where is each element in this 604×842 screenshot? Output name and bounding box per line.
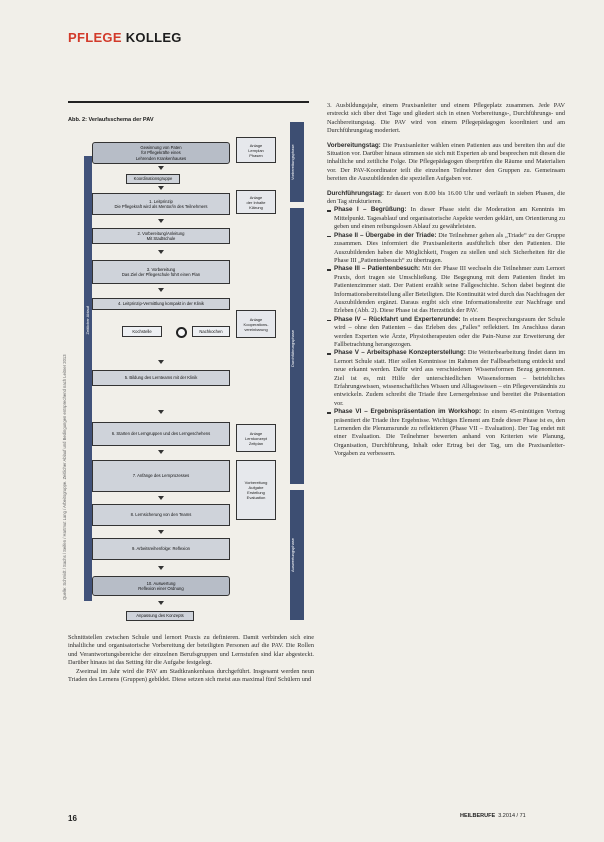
rotation-circle-icon (176, 327, 187, 338)
flow-arrow (158, 250, 164, 254)
phase-bar-preparation: Vorbereitungsphase (290, 122, 304, 202)
flow-arrow (158, 496, 164, 500)
phase-item-5: Phase V – Arbeitsphase Konzepterstellung: Die Weiterbearbeitung findet dann im Lernort Schule statt. Hier sollen Kenntnisse im Rahmen der Fallbearbeitung entdeckt und neue erkannt werden. Dafür wird aus verschiedenen Wissensformen Bezug genommen. Ziel ist es, mit Hilfe der unterschiedlichen Wissensformen – betriebliches Erfahrungswissen, wissenschaftliches Wissen und Alltagswissen – ein Pflegeverständnis zu entwickeln. Zudem schreibt die Triade ihre Lernergebnisse und bereitet die Präsentation vor. (327, 349, 565, 408)
left-paragraph-1: Schnittstellen zwischen Schule und lernort Praxis zu definieren. Damit verbinden sich eine inhaltliche und organisatorische Vorbereitung der beteiligten Personen auf die PAV. Die Rollen und Verantwortungsbereiche der einzelnen Berufsgruppen und Lernstufen sind klar abgesteckt. Darüber hinaus ist das Setting für die Aufgabe festgelegt. (68, 634, 314, 667)
flow-box-9: 5. Bildung des Lernteams mit der Klinik (92, 370, 230, 386)
left-paragraph-2: Zweimal im Jahr wird die PAV am Stadtkrankenhaus durchgeführt. Insgesamt werden neun Triaden des Lernens (Gruppen) gebildet. Diese setzen sich meist aus maximal fünf Schülern und (68, 667, 314, 684)
phase-item-2: Phase II – Übergabe in der Triade: Die Teilnehmer gehen als „Triade“ zu der Gruppe zusammen. Dies informiert die Praxisanleiterin ausführlich über den Patienten. Die Auszubildenden haben die Möglichkeit, Fragen zu stellen und sich Sicherheiten für die Phase III „Patientenbesuch“ zu übertragen. (327, 232, 565, 266)
flow-box-14: 10. Auswertung Reflexion einer Ordnung (92, 576, 230, 596)
flow-arrow (158, 530, 164, 534)
phase-item-4: Phase IV – Rückfahrt und Expertenrunde: In einem Besprechungsraum der Schule wird – ohne den Patienten – das Erleben des „Falles“ reflektiert. Im Anschluss daran werden Experten wie Ärzte, Physiotherapeuten oder die Pain-Nurse zur Erweiterung der Fallbetrachtung herangezogen. (327, 316, 565, 350)
flow-box-10: 6. Starten der Lerngruppen und des Lerngeschehens (92, 422, 230, 446)
flow-box-2: Koordinationsgruppe (126, 174, 180, 184)
header-brand-pflege: PFLEGE (68, 30, 122, 45)
flow-box-7: Kochstelle (122, 326, 162, 337)
flow-box-3: 1. Leitprinzip Die Pflegekraft wird als Mentor/in des Teilnehmers (92, 193, 230, 215)
right-column-text (327, 102, 565, 459)
flow-arrow (158, 450, 164, 454)
right-paragraph-3: Durchführungstag: Er dauert von 8.00 bis 16.00 Uhr und verläuft in sieben Phasen, die den Tag strukturieren. (327, 189, 565, 206)
phase-bar-execution: Durchführungsphase (290, 208, 304, 484)
time-axis (84, 156, 92, 601)
flow-box-15: Anpassung des Konzepts (126, 611, 194, 621)
left-column-text (68, 634, 314, 684)
flow-box-8: Nachkochen (192, 326, 230, 337)
right-paragraph-2: Vorbereitungstag: Die Praxisanleiter wählen einen Patienten aus und bereiten ihn auf die Situation vor. Darüber hinaus stimmen sie sich mit Experten ab und besprechen mit diesen die inhaltliche und zeitliche Folge. Die Pflegepädagogen überprüfen die Räume und Materialien vor. Der PAV-Koordinator teilt die einzelnen Teilnehmer den Gruppen zu. Gemeinsam bereiten die Auszubildenden die speziellen Aufgaben vor. (327, 141, 565, 183)
magazine-footer: HEILBERUFE 3.2014 / 71 (460, 813, 526, 819)
flow-arrow (158, 186, 164, 190)
page-number: 16 (68, 814, 77, 823)
magazine-header (68, 30, 182, 45)
phase-item-6: Phase VI – Ergebnispräsentation im Workshop: In einem 45-minütigen Vortrag präsentiert die Triade ihre Ergebnisse. Wichtiges Element am Ende dieser Phase ist es, den Lernenden die Plenumsrunde zu reflektieren (Phase VII – Evaluation). Der Tag endet mit einer Evaluation. Die Teilnehmer bewerten anhand von Kriterien wie Planung, Organisation, Durchführung, Inhalt oder Ertrag bei der Tag, um die Praxisanleiter-Vorgaben zu verbessern. (327, 408, 565, 458)
side-note-3: Anlage Kooperations- vereinbarung (236, 310, 276, 338)
flow-box-4: 2. Vorbereitung/Anleitung Mit Stadtschule (92, 228, 230, 244)
phase-item-1: Phase I – Begrüßung: In dieser Phase steht die Moderation am Kenntnis im Mittelpunkt. Tagesablauf und organisatorische Aspekte werden geklärt, um Orientierung zu geben und einen reibungslosen Ablauf zu gewährleisten. (327, 206, 565, 231)
figure-side-credit: Quelle: Schmidt / Sachs / Seifen / Hartmut Lang / Arbeitsgruppe. Zeitlicher Ablauf und Bedingungen entsprechend nach Leitner 2013 (62, 354, 67, 600)
flow-arrow (158, 360, 164, 364)
side-note-5: Vorbereitung Aufgabe Erstellung Evaluation (236, 460, 276, 520)
side-note-1: Anlage Lernplan Phasen (236, 137, 276, 163)
flow-arrow (158, 166, 164, 170)
figure-top-rule (68, 101, 309, 103)
flow-box-6: 4. Leitprinzip-Vermittlung kompakt in der Klinik (92, 298, 230, 310)
time-axis-label: Zeitlicher Ablauf (85, 306, 90, 335)
flow-arrow (158, 601, 164, 605)
flow-box-11: 7. Anfänge des Lernprozesses (92, 460, 230, 492)
flow-arrow (158, 566, 164, 570)
phase-item-3: Phase III – Patientenbesuch: Mit der Phase III wechseln die Teilnehmer zum Lernort Praxis, dort tragen sie Umschließung. Die Begegnung mit dem Patienten findet im Patientenzimmer statt. Der Patient erzählt seine Fallgeschichte. Schon dabei beginnt die Informationsbereitstellung aller Beteiligten. Die Kontinuität wird durch das Nachfragen der Auszubildenden ergänzt. Daraus ergibt sich eine Informationsbreite zur Nachfrage und Erleben (Abb. 2). Diese Phase ist das Herzstück der PAV. (327, 265, 565, 315)
flow-arrow (158, 410, 164, 414)
flow-arrow (158, 219, 164, 223)
figure-title: Abb. 2: Verlaufsschema der PAV (68, 117, 154, 123)
header-brand-kolleg: KOLLEG (125, 30, 182, 45)
flow-box-1: Gewinnung von Paten für Pflegekräfte eines Lehrenden Krankenhauses (92, 142, 230, 164)
side-note-4: Anlage Lernkonzept Zeitplan (236, 424, 276, 452)
right-paragraph-1: 3. Ausbildungsjahr, einem Praxisanleiter und einem Pflegeplatz zusammen. Jede PAV erstreckt sich über drei Tage und gliedert sich in einen Vorbereitungs-, Durchführungs- und Nachbereitungstag. Die PAV wird von einem Pflegepädagogen koordiniert und am Durchführungstag moderiert. (327, 102, 565, 135)
flow-box-13: 9. Arbeitsreihenfolge: Reflexion (92, 538, 230, 560)
side-note-2: Anlage der Inhalte Klärung (236, 190, 276, 214)
flow-box-12: 8. Lernsicherung von den Teams (92, 504, 230, 526)
phase-bar-evaluation: Auswertungsphase (290, 490, 304, 620)
flow-box-5: 3. Vorbereitung Das Ziel der Pflegeschule führt einen Plan (92, 260, 230, 284)
flow-arrow (158, 288, 164, 292)
